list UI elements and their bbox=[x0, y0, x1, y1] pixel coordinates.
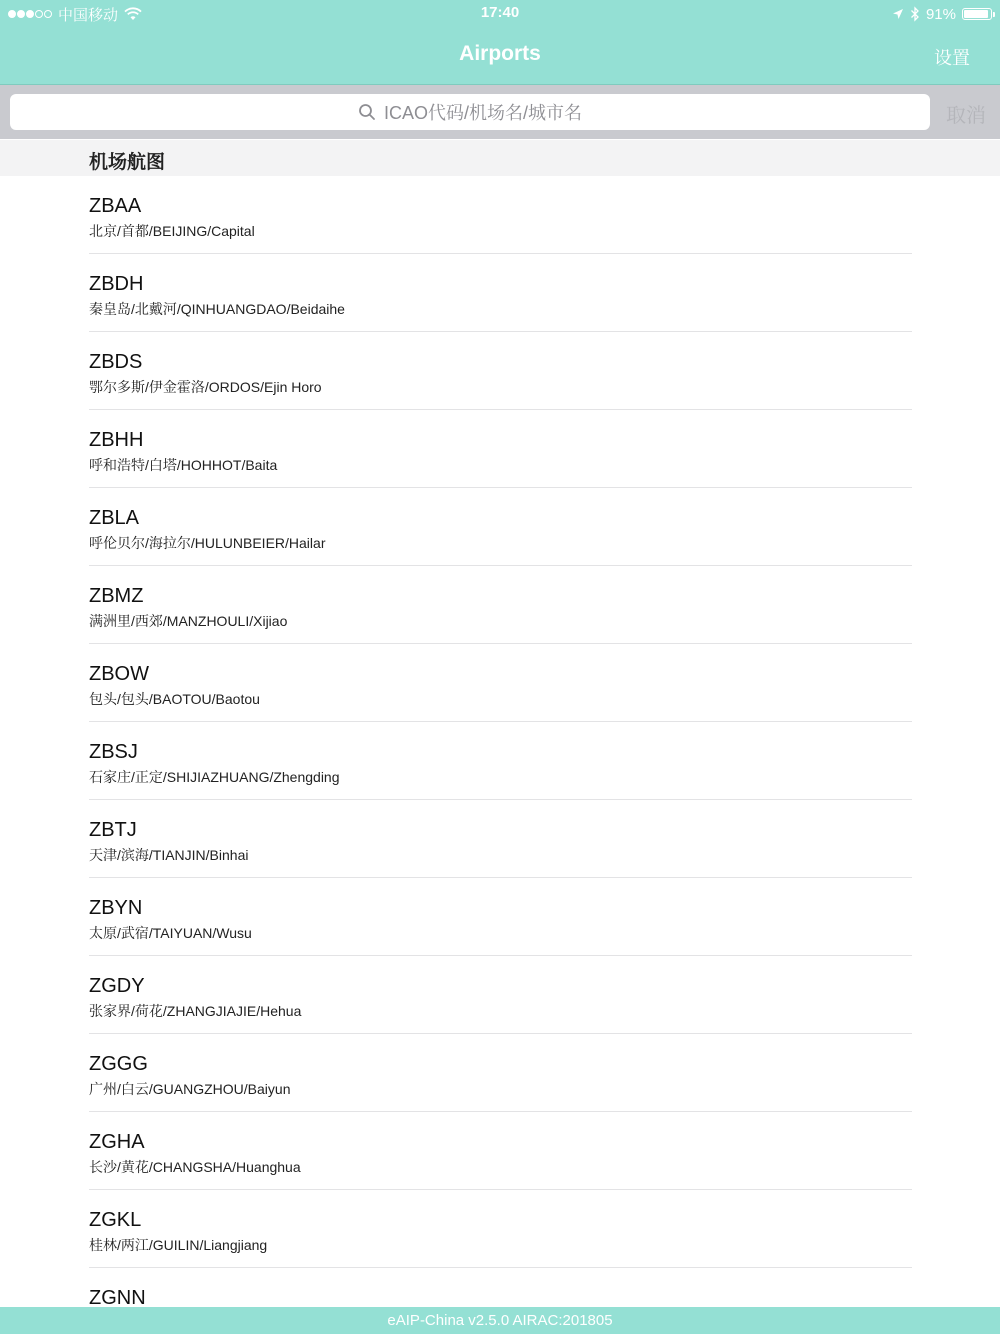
cancel-button[interactable]: 取消 bbox=[946, 105, 986, 127]
search-icon bbox=[358, 103, 376, 121]
bluetooth-icon bbox=[910, 6, 920, 22]
airport-name: 太原/武宿/TAIYUAN/Wusu bbox=[89, 925, 252, 941]
airport-row[interactable] bbox=[0, 1190, 1000, 1268]
airport-code: ZBLA bbox=[89, 507, 140, 529]
airport-name: 长沙/黄花/CHANGSHA/Huanghua bbox=[89, 1159, 301, 1175]
status-right bbox=[892, 4, 992, 24]
airport-name: 石家庄/正定/SHIJIAZHUANG/Zhengding bbox=[89, 769, 340, 785]
footer-version: eAIP-China v2.5.0 AIRAC:201805 bbox=[0, 1307, 1000, 1334]
status-bar bbox=[0, 0, 1000, 28]
section-header bbox=[0, 140, 1000, 176]
airport-row[interactable] bbox=[0, 956, 1000, 1034]
airport-row[interactable] bbox=[0, 722, 1000, 800]
airport-code: ZBTJ bbox=[89, 819, 137, 841]
airport-code: ZBDS bbox=[89, 351, 143, 373]
status-time: 17:40 bbox=[480, 4, 520, 21]
airport-name: 呼伦贝尔/海拉尔/HULUNBEIER/Hailar bbox=[89, 535, 326, 551]
airport-name: 广州/白云/GUANGZHOU/Baiyun bbox=[89, 1081, 291, 1097]
airport-row[interactable] bbox=[0, 254, 1000, 332]
location-arrow-icon bbox=[892, 8, 904, 20]
airport-code: ZGKL bbox=[89, 1209, 142, 1231]
airport-code: ZGNN bbox=[89, 1287, 146, 1306]
search-placeholder: ICAO代码/机场名/城市名 bbox=[383, 103, 582, 123]
airport-row[interactable] bbox=[0, 800, 1000, 878]
airport-row[interactable] bbox=[0, 1112, 1000, 1190]
page-title: Airports bbox=[459, 42, 541, 65]
airport-code: ZBMZ bbox=[89, 585, 144, 607]
battery-icon bbox=[962, 8, 992, 20]
airport-name: 包头/包头/BAOTOU/Baotou bbox=[89, 691, 260, 707]
airport-row[interactable] bbox=[0, 566, 1000, 644]
airport-row[interactable] bbox=[0, 1268, 1000, 1306]
airport-name: 张家界/荷花/ZHANGJIAJIE/Hehua bbox=[89, 1003, 302, 1019]
airport-row[interactable] bbox=[0, 332, 1000, 410]
nav-bar bbox=[0, 28, 1000, 84]
airport-code: ZBOW bbox=[89, 663, 149, 685]
airport-code: ZGGG bbox=[89, 1053, 148, 1075]
settings-button[interactable]: 设置 bbox=[934, 48, 970, 68]
airport-code: ZGHA bbox=[89, 1131, 145, 1153]
header bbox=[0, 0, 1000, 85]
airport-code: ZBDH bbox=[89, 273, 144, 295]
airport-name: 北京/首都/BEIJING/Capital bbox=[89, 223, 255, 239]
battery-fill bbox=[964, 10, 988, 18]
airport-code: ZBHH bbox=[89, 429, 144, 451]
airport-name: 满洲里/西郊/MANZHOULI/Xijiao bbox=[89, 613, 288, 629]
airport-name: 秦皇岛/北戴河/QINHUANGDAO/Beidaihe bbox=[89, 301, 345, 317]
airport-code: ZBYN bbox=[89, 897, 143, 919]
airport-row[interactable] bbox=[0, 410, 1000, 488]
airport-name: 鄂尔多斯/伊金霍洛/ORDOS/Ejin Horo bbox=[89, 379, 322, 395]
airport-name: 桂林/两江/GUILIN/Liangjiang bbox=[89, 1237, 268, 1253]
carrier-label: 中国移动 bbox=[58, 6, 119, 24]
airport-code: ZGDY bbox=[89, 975, 145, 997]
airport-code: ZBAA bbox=[89, 195, 142, 217]
search-bar bbox=[0, 85, 1000, 139]
airport-row[interactable] bbox=[0, 488, 1000, 566]
airport-name: 呼和浩特/白塔/HOHHOT/Baita bbox=[89, 457, 278, 473]
airport-name: 天津/滨海/TIANJIN/Binhai bbox=[89, 847, 249, 863]
search-input[interactable] bbox=[10, 94, 930, 130]
airport-row[interactable] bbox=[0, 1034, 1000, 1112]
airport-row[interactable] bbox=[0, 176, 1000, 254]
section-title: 机场航图 bbox=[89, 152, 166, 173]
battery-percent: 91% bbox=[925, 5, 956, 23]
airport-row[interactable] bbox=[0, 644, 1000, 722]
airport-code: ZBSJ bbox=[89, 741, 138, 763]
airport-list bbox=[0, 176, 1000, 1306]
airport-row[interactable] bbox=[0, 878, 1000, 956]
